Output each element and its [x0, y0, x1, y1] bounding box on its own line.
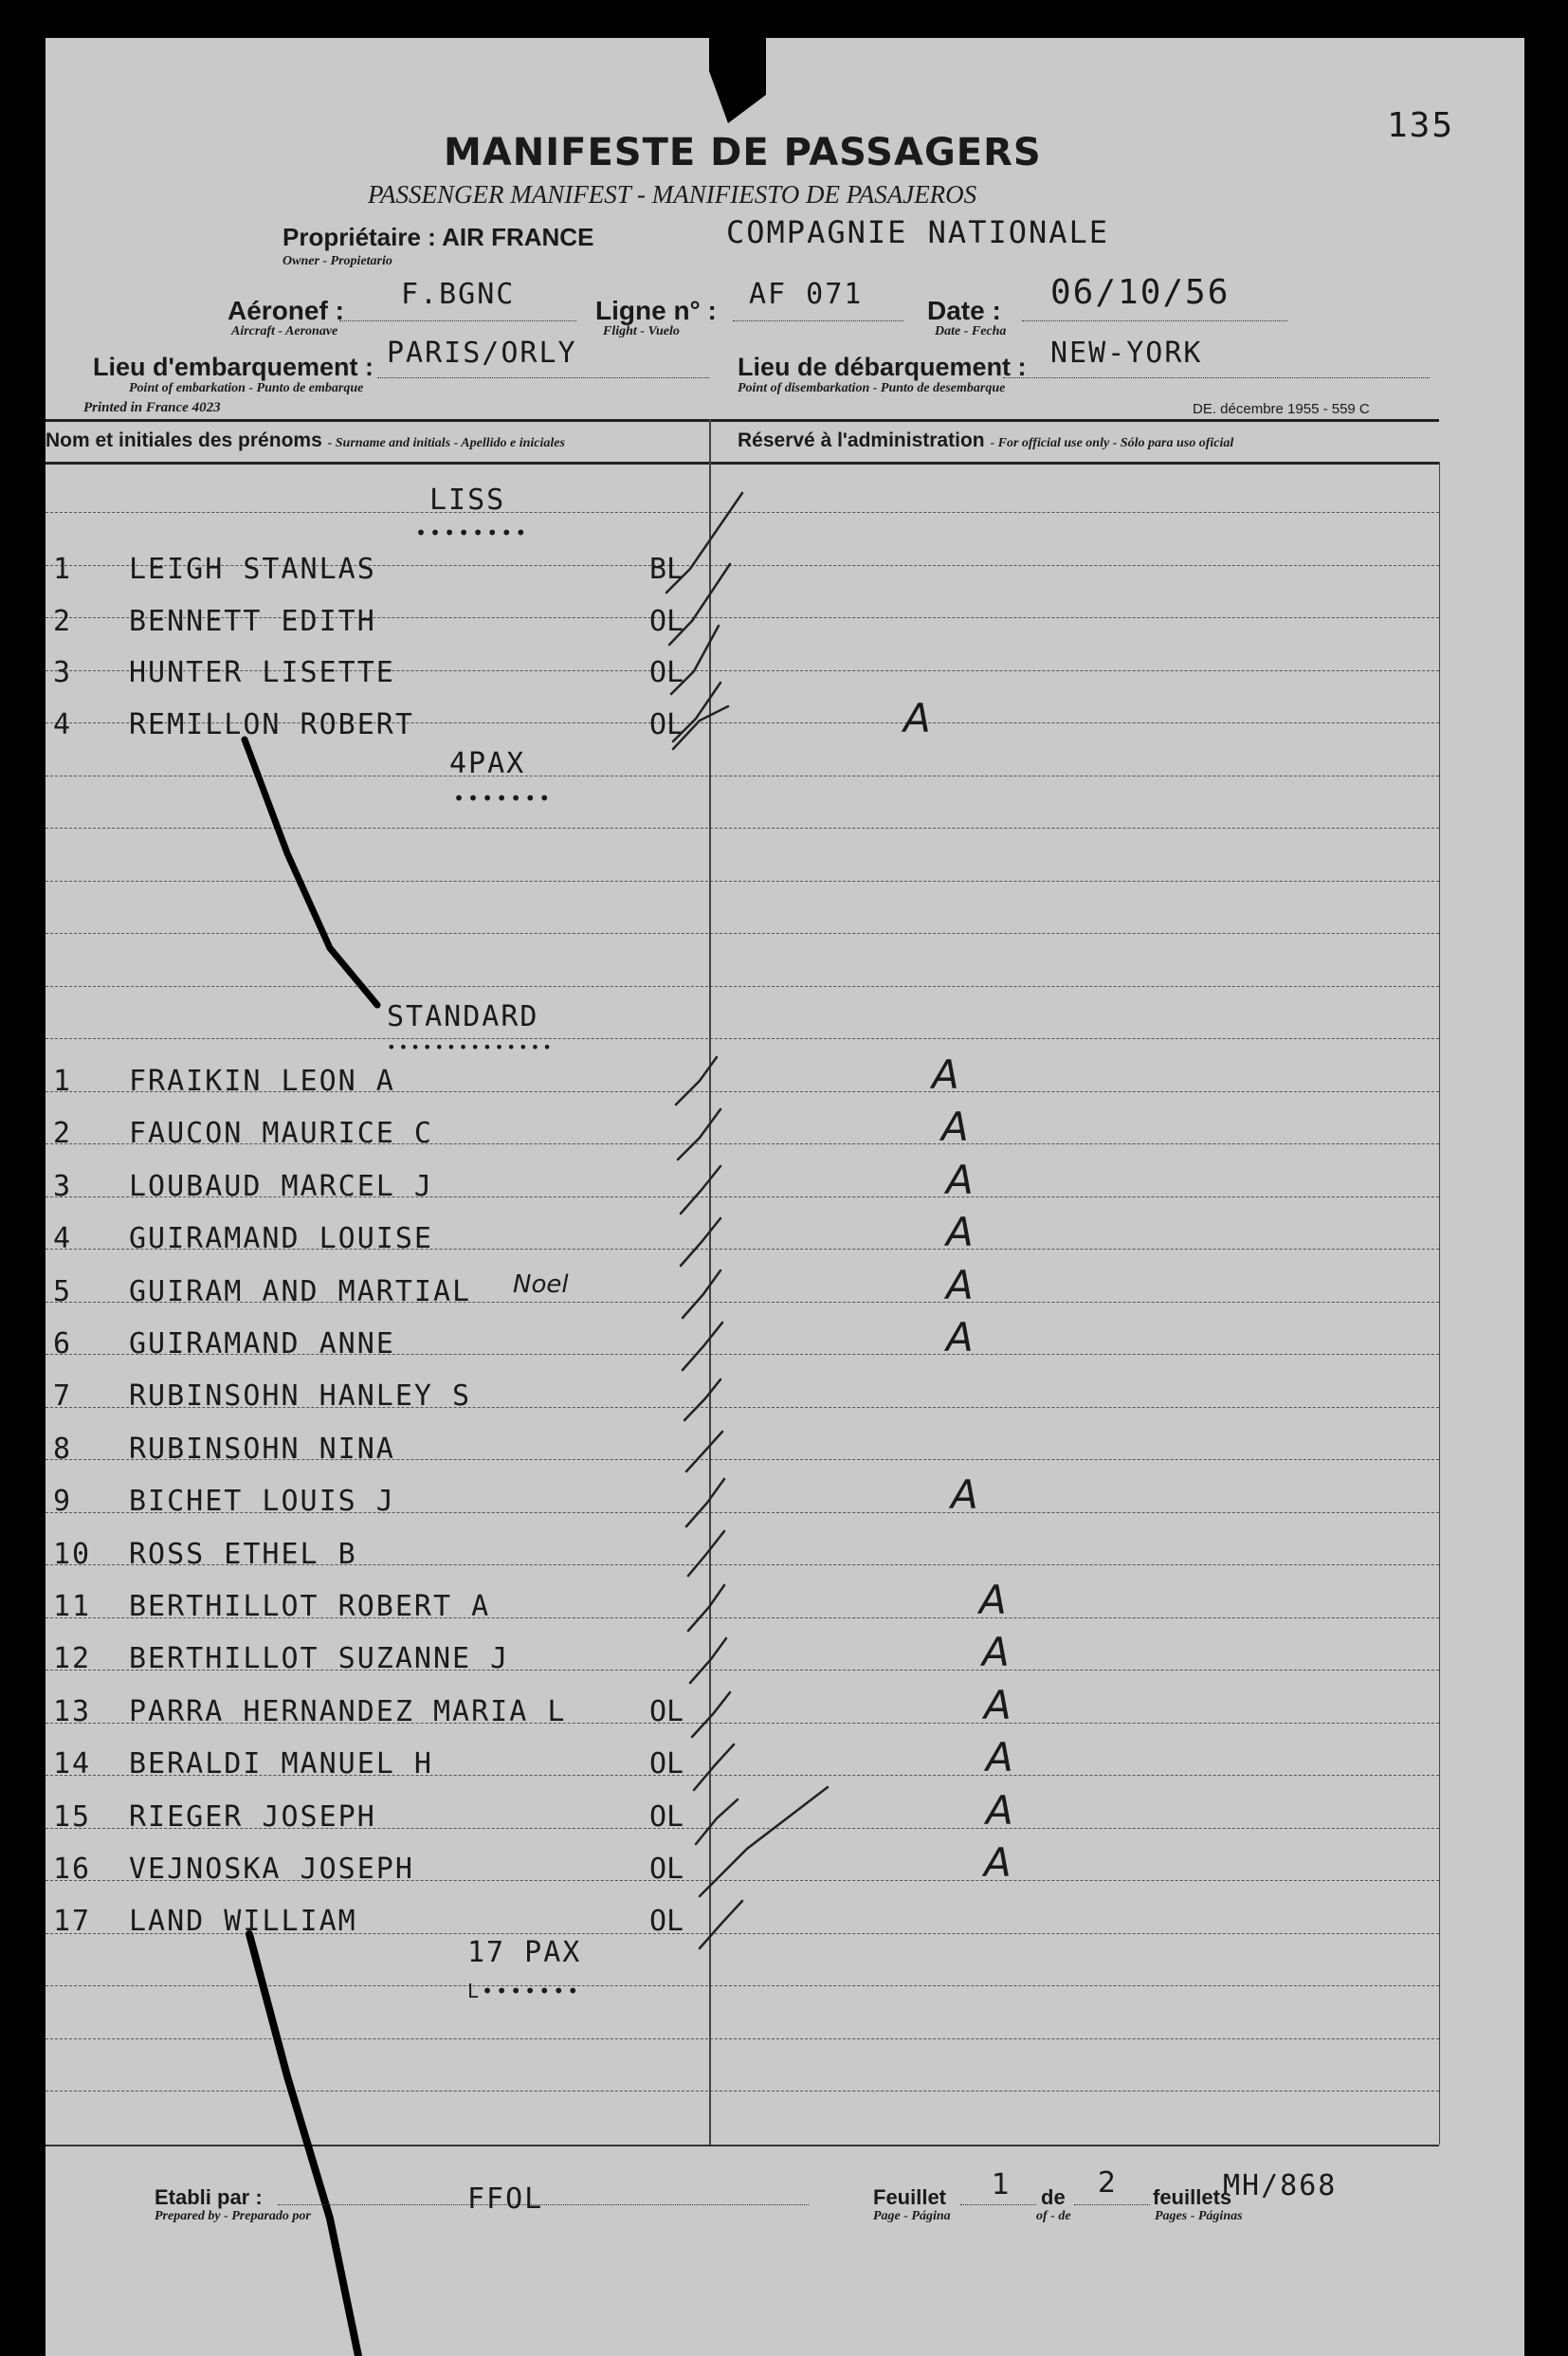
handwritten-note: Noel — [513, 1270, 569, 1299]
flight-label: Ligne n° : — [595, 296, 717, 325]
manifest-page — [46, 38, 1524, 2356]
passenger-number: 11 — [53, 1590, 92, 1623]
passenger-code: OL — [649, 605, 684, 638]
section-total-4pax: 4PAX — [449, 747, 526, 780]
prepared-sub: Prepared by - Preparado por — [155, 2209, 311, 2223]
passenger-name: ROSS ETHEL B — [129, 1538, 357, 1571]
pages-label: feuillets — [1153, 2185, 1232, 2209]
passenger-number: 1 — [53, 1065, 73, 1098]
embark-label: Lieu d'embarquement : — [93, 353, 374, 381]
passenger-code: OL — [649, 1800, 684, 1834]
reference-number: MH/868 — [1223, 2169, 1338, 2202]
pages-sub: Pages - Páginas — [1155, 2209, 1243, 2223]
passenger-name: GUIRAM AND MARTIAL — [129, 1275, 472, 1308]
of-value: 2 — [1098, 2166, 1117, 2200]
section-total-4pax-dots: ••••••• — [453, 787, 554, 810]
right-column-label: Réservé à l'administration — [738, 429, 985, 451]
passenger-number: 10 — [53, 1538, 92, 1571]
date-value: 06/10/56 — [1050, 273, 1231, 312]
admin-mark: A — [946, 1157, 974, 1203]
passenger-number: 5 — [53, 1275, 73, 1308]
section-heading-liss: LISS — [429, 484, 506, 517]
admin-mark: A — [941, 1104, 969, 1150]
passenger-number: 1 — [53, 553, 73, 586]
section-heading-liss-dots: •••••••• — [415, 521, 530, 544]
passenger-name: PARRA HERNANDEZ MARIA L — [129, 1695, 567, 1728]
passenger-name: FAUCON MAURICE C — [129, 1117, 433, 1150]
page-number: 135 — [1387, 106, 1455, 145]
handwritten-strokes — [46, 38, 1524, 2356]
passenger-name: HUNTER LISETTE — [129, 656, 395, 689]
of-label: de — [1041, 2185, 1066, 2209]
passenger-name: GUIRAMAND ANNE — [129, 1327, 395, 1361]
passenger-name: RIEGER JOSEPH — [129, 1800, 376, 1834]
passenger-number: 14 — [53, 1747, 92, 1781]
document-subtitle: PASSENGER MANIFEST - MANIFIESTO DE PASAJEROS — [368, 180, 977, 209]
passenger-number: 4 — [53, 1222, 73, 1255]
printed-note: Printed in France 4023 — [83, 400, 221, 415]
section-total-17pax: 17 PAX — [467, 1936, 582, 1969]
passenger-number: 16 — [53, 1853, 92, 1886]
passenger-number: 15 — [53, 1800, 92, 1834]
admin-mark: A — [946, 1209, 974, 1255]
aircraft-value: F.BGNC — [401, 278, 516, 311]
disembark-sub: Point of disembarkation - Punto de desembarque — [738, 381, 1006, 395]
passenger-code: OL — [649, 1695, 684, 1728]
admin-mark: A — [986, 1787, 1013, 1834]
flight-sub: Flight - Vuelo — [603, 324, 680, 338]
section-heading-standard-dots: •••••••••••••• — [387, 1038, 555, 1056]
passenger-name: LOUBAUD MARCEL J — [129, 1170, 433, 1203]
passenger-name: REMILLON ROBERT — [129, 708, 414, 741]
embark-sub: Point of embarkation - Punto de embarque — [129, 381, 364, 395]
passenger-name: RUBINSOHN NINA — [129, 1433, 395, 1466]
sheet-value: 1 — [992, 2168, 1011, 2201]
passenger-name: VEJNOSKA JOSEPH — [129, 1853, 414, 1886]
disembark-label: Lieu de débarquement : — [738, 353, 1027, 381]
of-sub: of - de — [1036, 2209, 1071, 2223]
passenger-number: 4 — [53, 708, 73, 741]
passenger-name: FRAIKIN LEON A — [129, 1065, 395, 1098]
left-column-sub: - Surname and initials - Apellido e iniciales — [327, 436, 565, 450]
passenger-code: OL — [649, 1747, 684, 1781]
embark-value: PARIS/ORLY — [387, 337, 577, 370]
passenger-name: BERTHILLOT SUZANNE J — [129, 1642, 510, 1675]
passenger-name: RUBINSOHN HANLEY S — [129, 1379, 472, 1413]
admin-mark: A — [984, 1682, 1012, 1728]
admin-mark: A — [979, 1577, 1007, 1623]
passenger-number: 6 — [53, 1327, 73, 1361]
aircraft-sub: Aircraft - Aeronave — [231, 324, 338, 338]
passenger-number: 17 — [53, 1905, 92, 1938]
passenger-number: 8 — [53, 1433, 73, 1466]
owner-label: Propriétaire : AIR FRANCE — [283, 223, 594, 251]
section-total-17pax-dots: L••••••• — [467, 1980, 582, 2002]
prepared-label: Etabli par : — [155, 2185, 263, 2209]
passenger-code: OL — [649, 1905, 684, 1938]
document-title: MANIFESTE DE PASSAGERS — [444, 131, 1042, 174]
section-heading-standard: STANDARD — [387, 1000, 539, 1033]
passenger-number: 7 — [53, 1379, 73, 1413]
passenger-code: OL — [649, 1853, 684, 1886]
passenger-name: BENNETT EDITH — [129, 605, 376, 638]
owner-value: COMPAGNIE NATIONALE — [726, 214, 1110, 250]
admin-mark: A — [946, 1314, 974, 1361]
passenger-name: BICHET LOUIS J — [129, 1485, 395, 1518]
passenger-name: BERALDI MANUEL H — [129, 1747, 433, 1781]
left-column-label: Nom et initiales des prénoms — [46, 429, 322, 451]
passenger-number: 2 — [53, 605, 73, 638]
passenger-code: OL — [649, 708, 684, 741]
admin-mark: A — [982, 1629, 1010, 1675]
admin-mark: A — [946, 1262, 974, 1308]
passenger-name: BERTHILLOT ROBERT A — [129, 1590, 491, 1623]
flight-value: AF 071 — [749, 278, 864, 311]
passenger-number: 13 — [53, 1695, 92, 1728]
form-code: DE. décembre 1955 - 559 C — [1193, 401, 1370, 417]
passenger-code: OL — [649, 656, 684, 689]
prepared-value: FFOL — [467, 2182, 544, 2216]
aircraft-label: Aéronef : — [228, 296, 344, 325]
passenger-number: 2 — [53, 1117, 73, 1150]
passenger-number: 3 — [53, 1170, 73, 1203]
passenger-name: LAND WILLIAM — [129, 1905, 357, 1938]
passenger-number: 3 — [53, 656, 73, 689]
admin-mark: A — [951, 1471, 978, 1518]
admin-mark: A — [986, 1734, 1013, 1781]
date-sub: Date - Fecha — [935, 324, 1007, 338]
passenger-code: BL — [649, 553, 684, 586]
disembark-value: NEW-YORK — [1050, 337, 1203, 370]
passenger-name: GUIRAMAND LOUISE — [129, 1222, 433, 1255]
admin-mark: A — [984, 1839, 1012, 1886]
sheet-label: Feuillet — [873, 2185, 947, 2209]
passenger-number: 12 — [53, 1642, 92, 1675]
owner-sub: Owner - Propietario — [283, 254, 392, 268]
passenger-number: 9 — [53, 1485, 73, 1518]
sheet-sub: Page - Página — [873, 2209, 951, 2223]
admin-mark: A — [932, 1051, 959, 1098]
right-column-sub: - For official use only - Sólo para uso oficial — [990, 436, 1234, 450]
admin-mark: A — [903, 695, 931, 741]
passenger-name: LEIGH STANLAS — [129, 553, 376, 586]
date-label: Date : — [927, 296, 1001, 325]
